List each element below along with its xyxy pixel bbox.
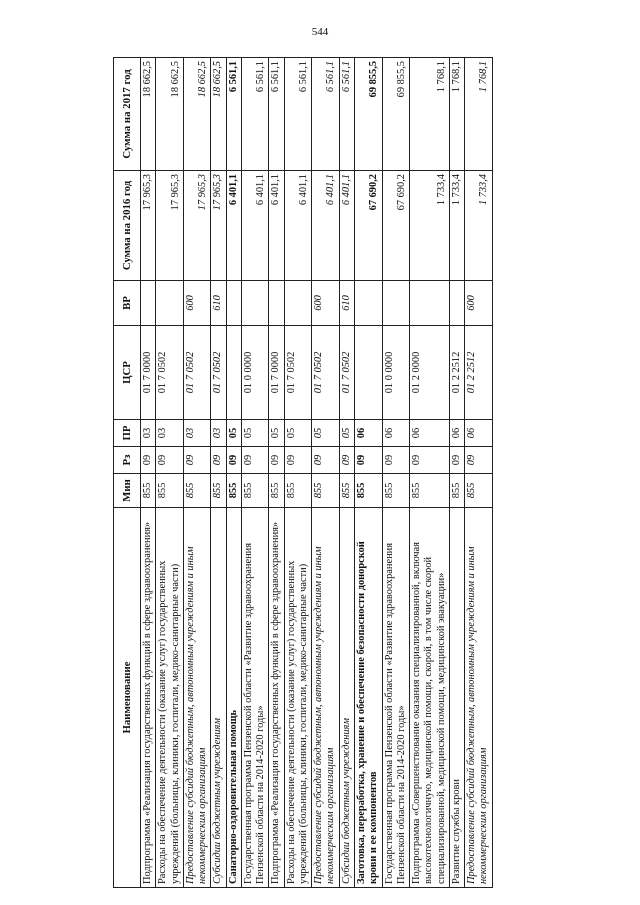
budget-table-frame: [113, 58, 561, 888]
cell-sum-2017: 6 561,1: [312, 58, 340, 171]
cell-pr: 05: [241, 420, 269, 447]
table-row: [354, 58, 382, 888]
cell-vr: [269, 281, 284, 326]
cell-rz: 09: [211, 447, 226, 474]
cell-min: 855: [410, 474, 450, 508]
header-rz: Рз: [114, 447, 141, 474]
cell-name: Расходы на обеспечение деятельности (оказание услуг) государственных учреждений (больницы, клиники, госпитали, медико-санитарные части): [284, 508, 312, 888]
header-name: Наименование: [114, 508, 141, 888]
cell-sum-2017: 1 768,1: [449, 58, 464, 171]
cell-vr: [226, 281, 241, 326]
cell-pr: 05: [269, 420, 284, 447]
cell-vr: [354, 281, 382, 326]
cell-rz: 09: [354, 447, 382, 474]
cell-sum-2016: 6 401,1: [339, 171, 354, 281]
cell-name: Подпрограмма «Реализация государственных функций в сфере здравоохранения»: [141, 508, 156, 888]
cell-csr: 01 7 0502: [211, 326, 226, 420]
cell-csr: [354, 326, 382, 420]
cell-pr: 03: [156, 420, 184, 447]
cell-csr: 01 7 0000: [269, 326, 284, 420]
cell-csr: 01 7 0502: [312, 326, 340, 420]
cell-name: Субсидии бюджетным учреждениям: [339, 508, 354, 888]
cell-rz: 09: [183, 447, 211, 474]
cell-vr: 600: [465, 281, 493, 326]
cell-min: 855: [183, 474, 211, 508]
rotated-table-container: [113, 58, 561, 888]
cell-sum-2016: 6 401,1: [269, 171, 284, 281]
cell-min: 855: [269, 474, 284, 508]
header-sum-2017: Сумма на 2017 год: [114, 58, 141, 171]
cell-sum-2016: 17 965,3: [183, 171, 211, 281]
cell-name: Предоставление субсидий бюджетным, автономным учреждениям и иным некоммерческим организациям: [183, 508, 211, 888]
cell-csr: 01 7 0502: [339, 326, 354, 420]
cell-pr: 05: [312, 420, 340, 447]
table-row: [269, 58, 284, 888]
cell-sum-2016: 6 401,1: [226, 171, 241, 281]
header-csr: ЦСР: [114, 326, 141, 420]
cell-name: Заготовка, переработка, хранение и обеспечение безопасности донорской крови и ее компонентов: [354, 508, 382, 888]
cell-rz: 09: [141, 447, 156, 474]
cell-csr: 01 7 0502: [156, 326, 184, 420]
cell-sum-2017: 6 561,1: [284, 58, 312, 171]
cell-vr: 600: [312, 281, 340, 326]
table-row: [465, 58, 493, 888]
table-row: [312, 58, 340, 888]
table-body: [141, 58, 493, 888]
budget-table: [113, 57, 493, 888]
cell-sum-2016: 17 965,3: [156, 171, 184, 281]
cell-csr: [226, 326, 241, 420]
table-row: [241, 58, 269, 888]
cell-name: Государственная программа Пензенской области «Развитие здравоохранения Пензенской области на 2014-2020 годы»: [382, 508, 410, 888]
cell-sum-2016: 6 401,1: [241, 171, 269, 281]
table-row: [156, 58, 184, 888]
cell-vr: [382, 281, 410, 326]
cell-rz: 09: [339, 447, 354, 474]
cell-min: 855: [449, 474, 464, 508]
cell-sum-2017: 18 662,5: [211, 58, 226, 171]
cell-name: Государственная программа Пензенской области «Развитие здравоохранения Пензенской области на 2014-2020 годы»: [241, 508, 269, 888]
cell-pr: 06: [382, 420, 410, 447]
header-sum-2016: Сумма на 2016 год: [114, 171, 141, 281]
table-row: [226, 58, 241, 888]
cell-pr: 03: [141, 420, 156, 447]
cell-rz: 09: [226, 447, 241, 474]
table-row: [410, 58, 450, 888]
cell-sum-2017: 69 855,5: [382, 58, 410, 171]
cell-min: 855: [211, 474, 226, 508]
cell-vr: [141, 281, 156, 326]
cell-csr: 01 7 0502: [284, 326, 312, 420]
cell-rz: 09: [156, 447, 184, 474]
cell-csr: 01 2 2512: [465, 326, 493, 420]
cell-sum-2016: 6 401,1: [284, 171, 312, 281]
cell-pr: 05: [339, 420, 354, 447]
cell-min: 855: [339, 474, 354, 508]
cell-sum-2017: 69 855,5: [354, 58, 382, 171]
table-row: [284, 58, 312, 888]
cell-min: 855: [382, 474, 410, 508]
cell-sum-2016: 1 733,4: [465, 171, 493, 281]
cell-pr: 06: [354, 420, 382, 447]
cell-pr: 03: [183, 420, 211, 447]
cell-vr: 610: [339, 281, 354, 326]
cell-sum-2017: 18 662,5: [156, 58, 184, 171]
table-header-row: [114, 58, 141, 888]
cell-csr: 01 0 0000: [241, 326, 269, 420]
cell-pr: 06: [449, 420, 464, 447]
cell-sum-2016: 17 965,3: [211, 171, 226, 281]
cell-name: Подпрограмма «Реализация государственных функций в сфере здравоохранения»: [269, 508, 284, 888]
cell-rz: 09: [241, 447, 269, 474]
cell-min: 855: [141, 474, 156, 508]
cell-min: 855: [465, 474, 493, 508]
header-min: Мин: [114, 474, 141, 508]
table-row: [141, 58, 156, 888]
cell-pr: 05: [284, 420, 312, 447]
cell-name: Предоставление субсидий бюджетным, автономным учреждениям и иным некоммерческим организациям: [312, 508, 340, 888]
cell-sum-2016: 6 401,1: [312, 171, 340, 281]
cell-min: 855: [156, 474, 184, 508]
cell-csr: 01 7 0502: [183, 326, 211, 420]
cell-sum-2017: 1 768,1: [465, 58, 493, 171]
cell-pr: 05: [226, 420, 241, 447]
cell-rz: 09: [410, 447, 450, 474]
cell-rz: 09: [465, 447, 493, 474]
cell-csr: 01 7 0000: [141, 326, 156, 420]
cell-sum-2017: 6 561,1: [339, 58, 354, 171]
cell-rz: 09: [449, 447, 464, 474]
table-row: [339, 58, 354, 888]
cell-sum-2017: 6 561,1: [269, 58, 284, 171]
table-row: [211, 58, 226, 888]
cell-csr: 01 0 0000: [382, 326, 410, 420]
page-number: 544: [311, 26, 329, 38]
cell-vr: [410, 281, 450, 326]
table-row: [449, 58, 464, 888]
cell-csr: 01 2 2512: [449, 326, 464, 420]
cell-name: Подпрограмма «Совершенствование оказания специализированной, включая высокотехнологичную, медицинской помощи, скорой, в том числе скорой специализированной, медицинской помощи, медицинской эвакуации»: [410, 508, 450, 888]
cell-sum-2016: 17 965,3: [141, 171, 156, 281]
cell-name: Расходы на обеспечение деятельности (оказание услуг) государственных учреждений (больницы, клиники, госпитали, медико-санитарные части): [156, 508, 184, 888]
cell-vr: [284, 281, 312, 326]
cell-sum-2016: 67 690,2: [382, 171, 410, 281]
cell-name: Развитие службы крови: [449, 508, 464, 888]
cell-sum-2016: 1 733,4: [449, 171, 464, 281]
cell-vr: 610: [211, 281, 226, 326]
cell-rz: 09: [269, 447, 284, 474]
cell-min: 855: [354, 474, 382, 508]
cell-sum-2017: 18 662,5: [183, 58, 211, 171]
cell-sum-2017: 6 561,1: [226, 58, 241, 171]
cell-csr: 01 2 0000: [410, 326, 450, 420]
cell-vr: [449, 281, 464, 326]
header-vr: ВР: [114, 281, 141, 326]
cell-sum-2016: 1 733,4: [410, 171, 450, 281]
cell-vr: [156, 281, 184, 326]
cell-sum-2016: 67 690,2: [354, 171, 382, 281]
cell-rz: 09: [312, 447, 340, 474]
cell-name: Предоставление субсидий бюджетным, автономным учреждениям и иным некоммерческим организациям: [465, 508, 493, 888]
cell-sum-2017: 1 768,1: [410, 58, 450, 171]
cell-min: 855: [284, 474, 312, 508]
cell-pr: 06: [410, 420, 450, 447]
cell-pr: 03: [211, 420, 226, 447]
header-pr: ПР: [114, 420, 141, 447]
cell-min: 855: [312, 474, 340, 508]
cell-min: 855: [241, 474, 269, 508]
cell-sum-2017: 6 561,1: [241, 58, 269, 171]
cell-name: Санаторно-оздоровительная помощь: [226, 508, 241, 888]
cell-name: Субсидии бюджетным учреждениям: [211, 508, 226, 888]
cell-min: 855: [226, 474, 241, 508]
cell-sum-2017: 18 662,5: [141, 58, 156, 171]
cell-rz: 09: [284, 447, 312, 474]
cell-rz: 09: [382, 447, 410, 474]
table-row: [382, 58, 410, 888]
table-row: [183, 58, 211, 888]
cell-vr: [241, 281, 269, 326]
cell-pr: 06: [465, 420, 493, 447]
cell-vr: 600: [183, 281, 211, 326]
